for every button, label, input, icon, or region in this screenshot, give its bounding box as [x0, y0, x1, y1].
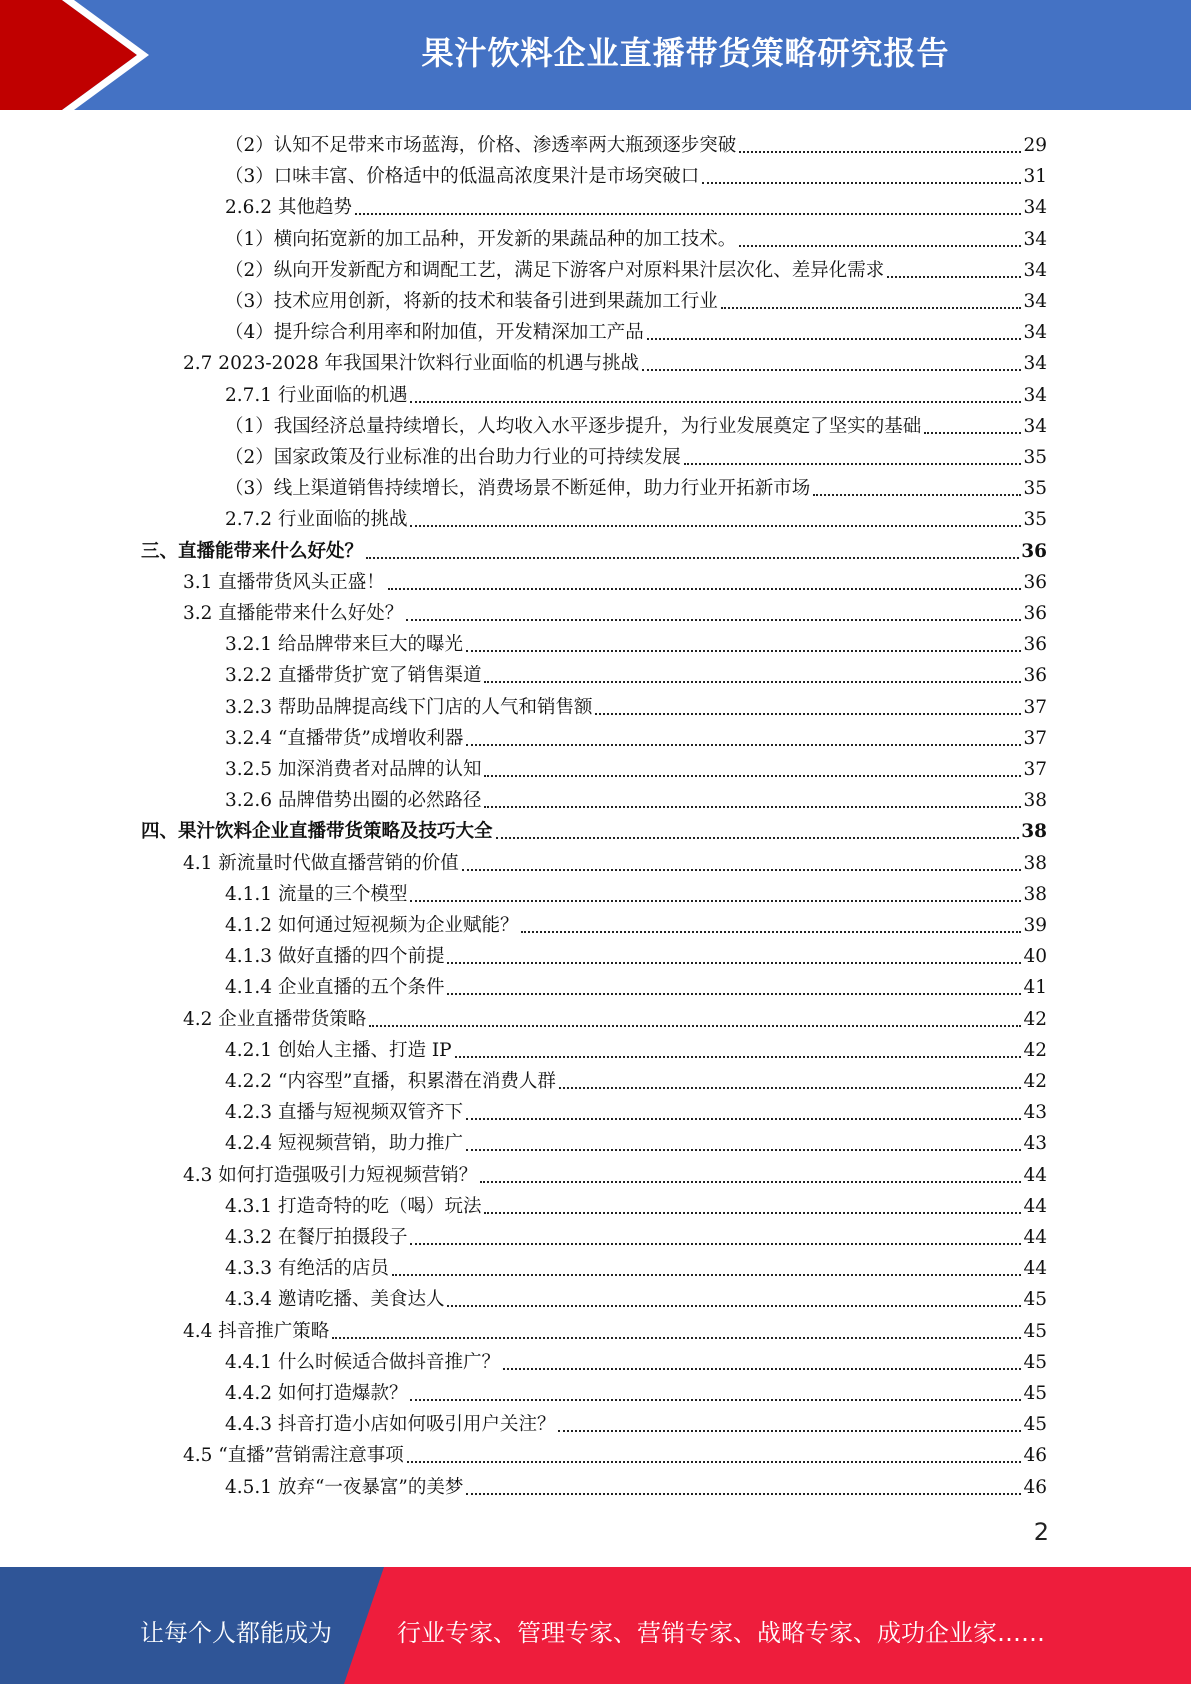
- toc-entry[interactable]: [225, 720, 1047, 751]
- toc-entry[interactable]: [225, 969, 1047, 1000]
- toc-entry[interactable]: [225, 127, 1047, 158]
- toc-entry[interactable]: [225, 876, 1047, 907]
- toc-entry[interactable]: [183, 1001, 1047, 1032]
- toc-leader-dots: [595, 713, 1021, 715]
- toc-entry-page: 44: [1023, 1164, 1047, 1186]
- toc-leader-dots: [739, 151, 1021, 153]
- toc-entry-label: 4.1 新流量时代做直播营销的价值: [183, 852, 459, 874]
- toc-entry-label: 4.3.2 在餐厅拍摄段子: [225, 1227, 408, 1248]
- toc-entry-label: 4.4 抖音推广策略: [183, 1320, 330, 1342]
- toc-leader-dots: [410, 900, 1021, 902]
- toc-leader-dots: [558, 1430, 1021, 1432]
- toc-leader-dots: [721, 307, 1022, 309]
- toc-leader-dots: [484, 775, 1021, 777]
- toc-entry-page: 38: [1023, 883, 1047, 905]
- toc-leader-dots: [410, 1243, 1021, 1245]
- toc-entry-page: 46: [1023, 1476, 1047, 1498]
- toc-entry-page: 35: [1023, 447, 1047, 468]
- toc-entry[interactable]: [225, 1219, 1047, 1250]
- toc-entry-page: 44: [1023, 1227, 1047, 1248]
- toc-entry-label: （2）国家政策及行业标准的出台助力行业的可持续发展: [225, 447, 681, 468]
- toc-entry-page: 36: [1023, 603, 1047, 624]
- toc-entry[interactable]: [225, 938, 1047, 969]
- toc-entry-label: 3.2.4 “直播带货”成增收利器: [225, 727, 464, 749]
- toc-entry-label: 4.3.4 邀请吃播、美食达人: [225, 1289, 445, 1311]
- footer-roles: 行业专家、管理专家、营销专家、战略专家、成功企业家……: [397, 1619, 1045, 1647]
- toc-leader-dots: [466, 650, 1021, 652]
- toc-entry-label: 3.2.6 品牌借势出圈的必然路径: [225, 790, 482, 812]
- toc-entry-label: （3）口味丰富、价格适中的低温高浓度果汁是市场突破口: [225, 166, 700, 188]
- toc-leader-dots: [332, 1337, 1021, 1339]
- toc-entry[interactable]: [225, 657, 1047, 688]
- toc-entry[interactable]: [225, 626, 1047, 657]
- toc-entry-label: 4.1.3 做好直播的四个前提: [225, 946, 445, 968]
- toc-entry-label: 3.2.3 帮助品牌提高线下门店的人气和销售额: [225, 696, 593, 718]
- toc-entry[interactable]: [225, 1469, 1047, 1500]
- toc-entry-page: 29: [1023, 135, 1047, 156]
- toc-entry-page: 34: [1023, 415, 1047, 437]
- toc-entry[interactable]: [225, 1063, 1047, 1094]
- toc-entry[interactable]: [225, 501, 1047, 532]
- toc-entry[interactable]: [225, 252, 1047, 283]
- toc-entry[interactable]: [225, 189, 1047, 220]
- toc-entry-label: 4.3.3 有绝活的店员: [225, 1258, 389, 1280]
- toc-leader-dots: [410, 1399, 1021, 1401]
- toc-entry[interactable]: [225, 1032, 1047, 1063]
- toc-entry-label: 4.2.2 “内容型”直播，积累潜在消费人群: [225, 1071, 556, 1092]
- toc-entry-page: 46: [1023, 1445, 1047, 1467]
- toc-entry-page: 45: [1023, 1414, 1047, 1436]
- toc-entry-label: 4.3 如何打造强吸引力短视频营销？: [183, 1164, 478, 1186]
- toc-entry-page: 44: [1023, 1195, 1047, 1217]
- toc-entry-label: 4.3.1 打造奇特的吃（喝）玩法: [225, 1195, 482, 1217]
- toc-entry-label: 四、果汁饮料企业直播带货策略及技巧大全: [141, 821, 493, 843]
- toc-leader-dots: [447, 1305, 1021, 1307]
- toc-entry-page: 38: [1021, 821, 1047, 843]
- toc-entry-page: 42: [1023, 1008, 1047, 1030]
- toc-entry-page: 34: [1023, 197, 1047, 219]
- toc-leader-dots: [702, 182, 1021, 184]
- toc-entry-label: 4.4.3 抖音打造小店如何吸引用户关注？: [225, 1414, 556, 1436]
- toc-entry[interactable]: [225, 283, 1047, 314]
- toc-entry-page: 45: [1023, 1289, 1047, 1311]
- toc-entry-page: 37: [1023, 759, 1047, 780]
- toc-leader-dots: [647, 338, 1022, 340]
- toc-leader-dots: [484, 806, 1021, 808]
- toc-entry[interactable]: [225, 1188, 1047, 1219]
- toc-entry-label: 2.7.1 行业面临的机遇: [225, 384, 408, 406]
- toc-leader-dots: [355, 213, 1022, 215]
- toc-leader-dots: [684, 463, 1022, 465]
- toc-entry-page: 45: [1023, 1351, 1047, 1373]
- header-banner: [0, 0, 1191, 110]
- toc-leader-dots: [503, 1368, 1021, 1370]
- toc-leader-dots: [466, 744, 1021, 746]
- toc-leader-dots: [484, 681, 1021, 683]
- toc-leader-dots: [887, 276, 1021, 278]
- toc-leader-dots: [410, 401, 1021, 403]
- toc-entry-label: 4.2.4 短视频营销，助力推广: [225, 1133, 463, 1155]
- toc-entry-page: 36: [1023, 571, 1047, 593]
- page-number: 2: [1033, 1518, 1049, 1546]
- toc-entry[interactable]: [225, 782, 1047, 813]
- toc-entry-page: 37: [1023, 696, 1047, 718]
- toc-entry-page: 34: [1023, 322, 1047, 344]
- toc-entry-page: 31: [1023, 166, 1047, 188]
- toc-leader-dots: [642, 369, 1021, 371]
- toc-leader-dots: [455, 1056, 1022, 1058]
- toc-entry[interactable]: [225, 1094, 1047, 1125]
- toc-entry-label: 3.2.5 加深消费者对品牌的认知: [225, 759, 482, 780]
- toc-leader-dots: [369, 1025, 1021, 1027]
- toc-entry[interactable]: [225, 1344, 1047, 1375]
- toc-entry-label: 4.4.1 什么时候适合做抖音推广？: [225, 1351, 500, 1373]
- toc-entry-label: 4.2 企业直播带货策略: [183, 1008, 367, 1030]
- toc-entry-label: （1）我国经济总量持续增长，人均收入水平逐步提升，为行业发展奠定了坚实的基础: [225, 415, 922, 437]
- toc-leader-dots: [466, 1118, 1021, 1120]
- toc-entry[interactable]: [225, 470, 1047, 501]
- toc-entry[interactable]: [183, 1157, 1047, 1188]
- toc-leader-dots: [480, 1181, 1021, 1183]
- toc-leader-dots: [739, 245, 1021, 247]
- toc-entry-label: 3.1 直播带货风头正盛！: [183, 571, 385, 593]
- toc-entry[interactable]: [225, 751, 1047, 782]
- toc-entry-label: 4.4.2 如何打造爆款？: [225, 1383, 408, 1404]
- toc-entry-page: 40: [1023, 946, 1047, 968]
- toc-entry-label: 4.2.3 直播与短视频双管齐下: [225, 1102, 463, 1124]
- toc-entry-label: 2.6.2 其他趋势: [225, 197, 352, 219]
- toc-entry-label: 3.2.2 直播带货扩宽了销售渠道: [225, 665, 482, 687]
- toc-entry-label: 4.1.4 企业直播的五个条件: [225, 977, 445, 999]
- toc-entry[interactable]: [183, 595, 1047, 626]
- toc-entry-label: 三、直播能带来什么好处？: [141, 540, 364, 562]
- toc-entry-label: 2.7.2 行业面临的挑战: [225, 509, 408, 531]
- toc-entry-label: 4.5 “直播”营销需注意事项: [183, 1445, 404, 1467]
- toc-entry-page: 34: [1023, 291, 1047, 312]
- toc-entry[interactable]: [225, 1281, 1047, 1312]
- toc-entry-page: 35: [1023, 478, 1047, 500]
- toc-entry[interactable]: [141, 813, 1047, 844]
- toc-entry[interactable]: [225, 1125, 1047, 1156]
- toc-entry-label: 2.7 2023-2028 年我国果汁饮料行业面临的机遇与挑战: [183, 353, 640, 375]
- toc-entry[interactable]: [225, 907, 1047, 938]
- toc-entry-label: 4.2.1 创始人主播、打造 IP: [225, 1039, 452, 1061]
- toc-entry[interactable]: [225, 439, 1047, 470]
- toc-entry-label: 4.1.1 流量的三个模型: [225, 883, 408, 905]
- toc-entry-page: 34: [1023, 259, 1047, 281]
- toc-entry-label: 3.2.1 给品牌带来巨大的曝光: [225, 634, 463, 656]
- toc-entry-page: 45: [1023, 1320, 1047, 1342]
- toc-entry[interactable]: [183, 1313, 1047, 1344]
- toc-entry-page: 42: [1023, 1039, 1047, 1061]
- toc-leader-dots: [447, 993, 1021, 995]
- toc-leader-dots: [392, 1274, 1021, 1276]
- toc-leader-dots: [388, 588, 1022, 590]
- toc-entry-label: （1）横向拓宽新的加工品种，开发新的果蔬品种的加工技术。: [225, 228, 737, 250]
- toc-entry[interactable]: [141, 533, 1047, 564]
- toc-leader-dots: [466, 1493, 1021, 1495]
- toc-leader-dots: [410, 525, 1021, 527]
- toc-entry-label: 4.1.2 如何通过短视频为企业赋能？: [225, 915, 519, 936]
- toc-entry-page: 38: [1023, 790, 1047, 812]
- toc-entry-page: 43: [1023, 1133, 1047, 1155]
- toc-entry-label: （2）纵向开发新配方和调配工艺，满足下游客户对原料果汁层次化、差异化需求: [225, 259, 885, 281]
- toc-entry[interactable]: [225, 314, 1047, 345]
- toc-entry[interactable]: [225, 158, 1047, 189]
- toc-entry[interactable]: [225, 377, 1047, 408]
- toc-entry-page: 41: [1023, 977, 1047, 999]
- toc-entry[interactable]: [183, 564, 1047, 595]
- toc-leader-dots: [462, 869, 1022, 871]
- footer-banner: [0, 1567, 1191, 1684]
- toc-entry-page: 42: [1023, 1071, 1047, 1092]
- toc-entry[interactable]: [225, 1375, 1047, 1406]
- toc-entry[interactable]: [225, 689, 1047, 720]
- toc-entry-page: 34: [1023, 353, 1047, 375]
- toc-entry-page: 37: [1023, 727, 1047, 749]
- toc-entry-page: 35: [1023, 509, 1047, 531]
- toc-entry-page: 38: [1023, 852, 1047, 874]
- toc-leader-dots: [407, 1461, 1022, 1463]
- toc-entry-page: 45: [1023, 1383, 1047, 1404]
- toc-entry-page: 36: [1023, 665, 1047, 687]
- toc-entry-page: 39: [1023, 915, 1047, 936]
- toc-entry-page: 34: [1023, 384, 1047, 406]
- toc-leader-dots: [406, 619, 1021, 621]
- toc-entry[interactable]: [183, 1437, 1047, 1468]
- toc-leader-dots: [466, 1149, 1021, 1151]
- toc-entry[interactable]: [225, 408, 1047, 439]
- toc-leader-dots: [484, 1212, 1021, 1214]
- chevron-icon: [0, 0, 150, 110]
- toc-entry-label: （3）线上渠道销售持续增长，消费场景不断延伸，助力行业开拓新市场: [225, 478, 811, 500]
- toc-leader-dots: [559, 1087, 1022, 1089]
- toc-entry[interactable]: [183, 345, 1047, 376]
- toc-entry-page: 36: [1023, 634, 1047, 656]
- toc-leader-dots: [924, 432, 1021, 434]
- toc-entry-label: （2）认知不足带来市场蓝海，价格、渗透率两大瓶颈逐步突破: [225, 135, 737, 156]
- toc-leader-dots: [521, 931, 1021, 933]
- toc-leader-dots: [813, 494, 1021, 496]
- toc-leader-dots: [447, 962, 1021, 964]
- footer-slogan: 让每个人都能成为: [140, 1619, 332, 1647]
- toc-entry-page: 43: [1023, 1102, 1047, 1124]
- toc-entry-label: 3.2 直播能带来什么好处？: [183, 603, 404, 624]
- toc-entry-label: （4）提升综合利用率和附加值，开发精深加工产品: [225, 322, 644, 344]
- toc-entry-label: 4.5.1 放弃“一夜暴富”的美梦: [225, 1476, 464, 1498]
- toc-entry[interactable]: [183, 845, 1047, 876]
- toc-entry-page: 34: [1023, 228, 1047, 250]
- toc-entry[interactable]: [225, 221, 1047, 252]
- toc-entry-page: 44: [1023, 1258, 1047, 1280]
- toc-entry[interactable]: [225, 1406, 1047, 1437]
- toc-leader-dots: [496, 837, 1020, 839]
- toc-entry-page: 36: [1021, 540, 1047, 562]
- report-title: 果汁饮料企业直播带货策略研究报告: [421, 34, 950, 72]
- toc-entry[interactable]: [225, 1250, 1047, 1281]
- toc-entry-label: （3）技术应用创新，将新的技术和装备引进到果蔬加工行业: [225, 291, 718, 312]
- toc-leader-dots: [366, 557, 1019, 559]
